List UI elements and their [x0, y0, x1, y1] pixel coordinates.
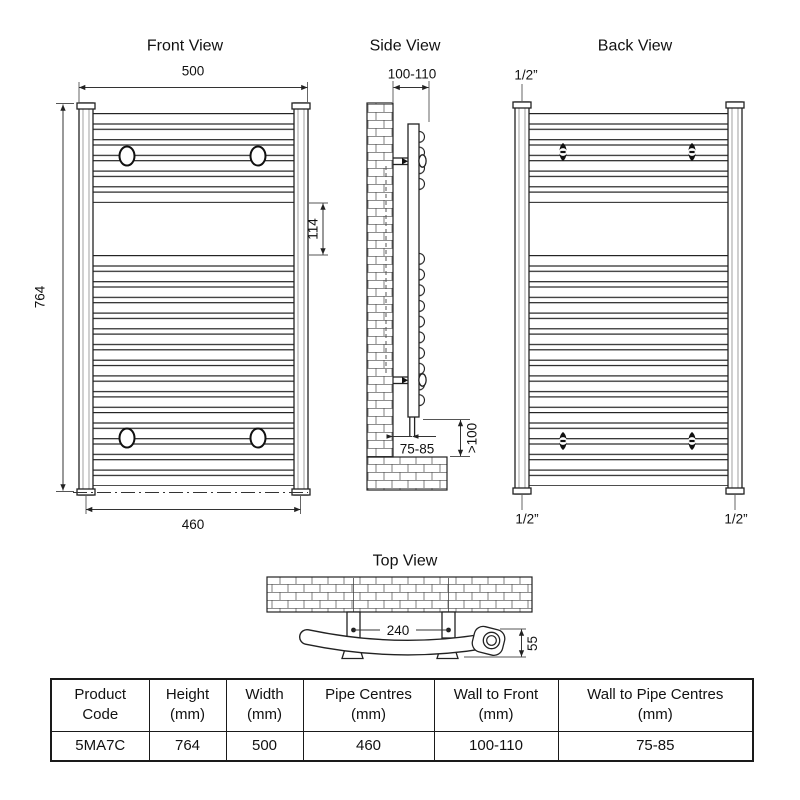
- value-height: 764: [149, 731, 226, 761]
- back-conn-top-label: 1/2”: [514, 67, 538, 83]
- header-wall-to-pipe-centres: [558, 679, 753, 731]
- front-left-tube: [77, 103, 95, 495]
- front-bracket-bottom-right: [251, 429, 266, 448]
- value-width: 500: [226, 731, 303, 761]
- header-pipe-centres: [303, 679, 434, 731]
- top-wall: [267, 577, 532, 612]
- side-dim-wallpipe: [387, 434, 437, 439]
- spec-table-header-row: [51, 679, 753, 731]
- header-wall-to-front-line2: (mm): [478, 706, 514, 724]
- front-dim-width-label: 500: [181, 63, 205, 79]
- side-dim-wallfront-label: 100-110: [387, 66, 437, 82]
- front-rails-bottom-group: [93, 255, 294, 486]
- spec-table-value-row: [51, 731, 753, 761]
- spec-table: [50, 678, 754, 762]
- header-pipe-centres-line1: Pipe Centres: [325, 686, 412, 703]
- front-bracket-top-right: [251, 147, 266, 166]
- header-height-line2: (mm): [170, 706, 205, 724]
- back-rails-bottom-group: [529, 255, 728, 486]
- top-bracket-left: [347, 612, 360, 638]
- side-tube-bar: [408, 124, 419, 417]
- back-view-title: Back View: [597, 37, 673, 55]
- side-view: [367, 38, 480, 491]
- side-floor: [367, 457, 447, 490]
- top-dim-depth-label: 55: [525, 635, 540, 652]
- header-wall-to-pipe-centres-line2: (mm): [637, 706, 673, 724]
- front-bracket-bottom-left: [120, 429, 135, 448]
- header-product-code-line2: Code: [82, 706, 119, 724]
- value-wall-to-front: 100-110: [434, 731, 558, 761]
- value-wall-to-pipe-centres: 75-85: [558, 731, 753, 761]
- header-product-code: [51, 679, 149, 731]
- top-view-title: Top View: [372, 552, 438, 570]
- front-right-tube: [292, 103, 310, 495]
- header-height-line1: Height: [165, 686, 210, 703]
- side-wall: [367, 103, 393, 457]
- value-pipe-centres: 460: [303, 731, 434, 761]
- header-width: [226, 679, 303, 731]
- header-product-code-line1: Product: [74, 686, 127, 703]
- back-right-tube: [726, 102, 744, 494]
- side-dim-clearance-label: >100: [464, 422, 480, 454]
- header-wall-to-front-line1: Wall to Front: [453, 686, 539, 703]
- front-dim-pipes-label: 460: [181, 517, 205, 532]
- header-wall-to-front: [434, 679, 558, 731]
- top-dim-bracket-centres-label: 240: [386, 623, 410, 638]
- front-dim-height-label: 764: [32, 285, 48, 309]
- header-height: [149, 679, 226, 731]
- top-curved-rail: [307, 637, 486, 648]
- back-conn-bottom-right-label: 1/2”: [724, 511, 748, 527]
- value-product-code: 5MA7C: [51, 731, 149, 761]
- back-conn-bottom-left-label: 1/2”: [515, 511, 539, 527]
- back-view: [513, 38, 748, 527]
- header-width-line2: (mm): [247, 706, 282, 724]
- header-pipe-centres-line2: (mm): [351, 706, 386, 724]
- front-bracket-top-left: [120, 147, 135, 166]
- back-rails-top-group: [529, 113, 728, 203]
- top-bracket-right: [442, 612, 455, 638]
- header-width-line1: Width: [245, 686, 284, 703]
- top-view: [267, 553, 540, 659]
- back-left-tube: [513, 102, 531, 494]
- front-dim-gap-label: 114: [305, 218, 321, 240]
- side-dim-wallpipe-label: 75-85: [399, 441, 435, 457]
- side-view-title: Side View: [369, 37, 441, 55]
- header-wall-to-pipe-centres-line1: Wall to Pipe Centres: [587, 686, 724, 703]
- front-view: [33, 38, 329, 533]
- front-view-title: Front View: [146, 37, 224, 55]
